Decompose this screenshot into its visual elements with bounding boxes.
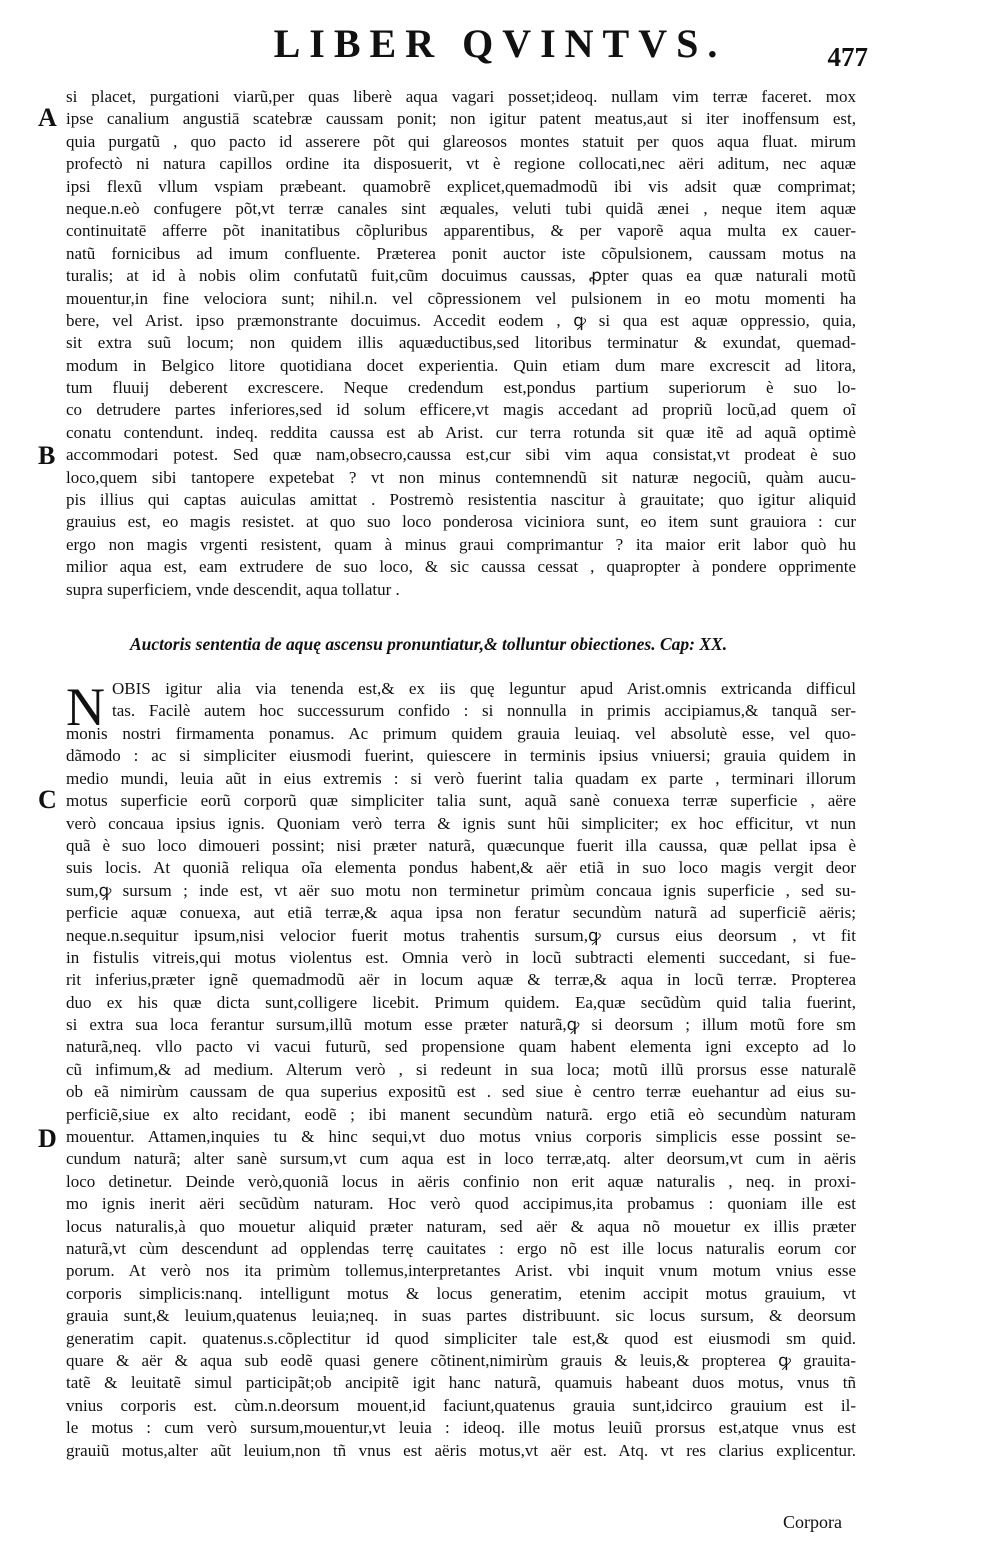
text-line: mo ignis inerit aëri secũdùm naturam. Hoc verò quod accipimus,ita probamus : quoniam ille est <box>66 1194 856 1214</box>
text-line: accommodari potest. Sed quæ nam,obsecro,caussa est,cur sibi vim aqua consistat,vt prodeat è suo <box>66 445 856 465</box>
text-line: perficiẽ,siue ex alto recidant, eodẽ ; ibi manent secundùm naturã. ergo etiã eò secundùm naturam <box>66 1104 856 1124</box>
text-line: profectò ni natura capillos ordine ita disposuerit, vt è regione collocati,nec aëri aditum, nec aquæ <box>66 154 856 174</box>
text-line: corporis simplicis:nanq. intelligunt motus & locus generatim, etenim accipit motus grauium, vt <box>66 1283 856 1303</box>
text-line: monis nostri firmamenta ponamus. Ac primum quidem grauia leuiaq. vel absolutè esse, vel quo- <box>66 724 856 743</box>
text-line: dãmodo : ac si simpliciter eiusmodi fuerint, quiescere in terminis ipsius vniuersi; grauia quidem in <box>66 746 856 766</box>
text-line: OBIS igitur alia via tenenda est,& ex iis quę leguntur apud Arist.omnis extricanda difficul <box>112 679 856 698</box>
text-line: bere, vel Arist. ipso præmonstrante docuimus. Accedit eodem , ꝙ si qua est aquæ oppressio, quia, <box>66 310 856 330</box>
text-line: cundum naturã; alter sanè sursum,vt cum aqua est in loco terræ,atq. alter deorsum,vt cum in aëris <box>66 1149 856 1169</box>
text-line: rit inferius,præter ignẽ quemadmodũ aër in locum aquæ & terræ,& aqua in locũ terræ. Propterea <box>66 970 856 990</box>
text-line: co detrudere partes inferiores,sed id solum efficere,vt magis accedant ad propriũ locũ,ad quem oĩ <box>66 400 856 420</box>
text-line: ipsi flexũ vllum vspiam præbeant. quamobrẽ explicet,quemadmodũ ibi vis adsit quæ comprimat; <box>66 176 856 196</box>
text-line: duo ex his quæ dicta sunt,colligere licebit. Primum quidem. Ea,quæ secũdùm quid talia fuerint, <box>66 992 856 1012</box>
text-line: perficie aquæ conuexa, aut etiã terræ,& aqua ipsa non feratur secundùm naturã ad superficiẽ aëris; <box>66 903 856 923</box>
chapter-heading: Auctoris sententia de aquę ascensu pronuntiatur,& tolluntur obiectiones. Cap: XX. <box>130 634 728 654</box>
text-line: continuitatē afferre põt inanitatibus cõpluribus apparentibus, & per vaporẽ aqua multa ex cauer- <box>66 221 856 241</box>
text-line: sum,ꝙ sursum ; inde est, vt aër suo motu non terminetur primùm concaua ignis superficie , sed su- <box>66 880 856 900</box>
text-line: grauia sunt,& leuium,quatenus leuia;neq. in suas partes distribuunt. sic locus sursum, & deorsum <box>66 1306 856 1326</box>
text-line: suis locis. At quoniã reliqua oĩa elementa pondus habent,& aër etiã in suo loco magis vergit deor <box>66 858 856 878</box>
text-line: tatẽ & leuitatẽ simul participãt;ob ancipitẽ igit hanc naturã, quamuis habeant duos motus, vnus tñ <box>66 1373 856 1393</box>
text-line: loco,quem sibi tantopere expetebat ? vt non minus contemnendũ sit naturæ negociũ, quàm aucu- <box>66 467 856 487</box>
section-2-opening <box>112 678 856 723</box>
text-line: pis illius qui captas auiculas amittat . Postremò resistentia nascitur à grauitate; quo igitur aliquid <box>66 490 856 510</box>
text-line: natũ fornicibus ad imum confluente. Præterea ponit auctor iste cõpulsionem, caussam motus na <box>66 243 856 263</box>
text-line: neque.n.sequitur ipsum,nisi velocior fuerit motus trahentis sursum,ꝙ cursus eius deorsum , vt fit <box>66 925 856 945</box>
text-line: porum. At verò nos ita primùm tollemus,interpretantes Arist. vbi inquit vnum motum vnius esse <box>66 1261 856 1281</box>
text-line: locus naturalis,à quo mouetur aliquid præter naturam, sed aër & aqua nõ mouetur ex illis præter <box>66 1216 856 1236</box>
margin-letter-c: C <box>38 785 57 814</box>
text-line: conatu contendunt. indeq. reddita caussa est ab Arist. cur terra rotunda sit quæ itẽ ad aquã optimè <box>66 422 856 442</box>
text-line: sit extra suũ locum; non quidem illis aquæductibus,sed litoribus terminatur & exundat, quemad- <box>66 333 856 353</box>
text-line: quia purgatũ , quo pacto id asserere põt qui glareosos montes statuit per quos aqua fluat. mirum <box>66 131 856 151</box>
text-line: quare & aër & aqua sub eodẽ quasi genere cõtinent,nimirùm grauis & leuis,& propterea ꝙ grauita- <box>66 1350 856 1370</box>
margin-letter-d: D <box>38 1124 57 1153</box>
margin-letter-b: B <box>38 441 56 470</box>
text-line: in fistulis vitreis,qui motus violentus est. Omnia verò in locũ subtracti elementi succedant, si fue- <box>66 947 856 967</box>
text-line: modum in Belgico litore quotidiana docet experientia. Quin etiam dum mare excrescit ad litora, <box>66 355 856 375</box>
text-line: supra superficiem, vnde descendit, aqua tollatur . <box>66 579 400 599</box>
text-line: mouentur,in fine velociora sunt; nihil.n. vel cõpressionem vel pulsionem in eo motu momenti ha <box>66 288 856 308</box>
text-line <box>66 1462 856 1484</box>
text-line: neque.n.eò confugere põt,vt terræ canales sint æquales, veluti tubi quidã ænei , neque item aquæ <box>66 198 856 218</box>
text-line: ob eã nimirùm caussam de qua superius expositũ est . sed siue è centro terræ euehantur ad eius su- <box>66 1082 856 1102</box>
text-line: milior aqua est, eam extrudere de suo loco, & sic caussa cessat , quapropter à pondere opprimente <box>66 557 856 577</box>
text-line: si placet, purgationi viarũ,per quas liberè aqua vagari posset;ideoq. nullam vim terræ faceret. mox <box>66 87 856 106</box>
text-line: grauius est, eo magis resistet. at quo suo loco ponderosa viciniora sunt, eo item sunt grauiora : cur <box>66 512 856 532</box>
section-2-text <box>66 723 856 1484</box>
text-line: naturã,neq. vllo pacto vi vacui futurũ, sed propensione quam habent elementa igni excepto ad lo <box>66 1037 856 1057</box>
text-line: generatim capit. quatenus.s.cõplectitur id quod simpliciter tale est,& quod est eiusmodi sm quid. <box>66 1328 856 1348</box>
text-line: vnius corporis est. cùm.n.deorsum mouent,id faciunt,quatenus grauia sunt,idcirco grauium est il- <box>66 1395 856 1415</box>
text-line: quã è suo loco dimoueri possint; nisi præter naturã, quæcunque fuerit illa caussa, quæ pellat ipsa è <box>66 835 856 855</box>
text-line: mouentur. Attamen,inquies tu & hinc sequi,vt duo motus vnius corporis simplicis esse possint se- <box>66 1127 856 1147</box>
text-line: verò concaua ipsius ignis. Quoniam verò terra & ignis sunt hũi simpliciter; ex hoc efficitur, vt nun <box>66 813 856 833</box>
drop-capital: N <box>66 677 105 737</box>
text-line: medio mundi, leuia aũt in eius extremis : si verò fuerint talia quadam ex parte , terminari illorum <box>66 768 856 788</box>
margin-letter-a: A <box>38 103 57 132</box>
text-line: si extra sua loca ferantur sursum,illũ motum esse præter naturã,ꝙ si deorsum ; illum motũ fore sm <box>66 1015 856 1035</box>
text-line: cũ infimum,& ad medium. Alterum verò , si redeunt in sua loca; motũ illũ prorsus esse naturalẽ <box>66 1059 856 1079</box>
text-line: loco detinetur. Deinde verò,quoniã locus in aëris confinio non erit aquæ naturalis , neq. in proxi- <box>66 1171 856 1191</box>
text-line: ergo non magis vrgenti resistent, quam à minus graui comprimantur ? ita maior erit labor quò hu <box>66 534 856 554</box>
text-line: le motus : cum verò sursum,mouentur,vt leuia : ideoq. ille motus leuiũ prorsus est,atque vnus est <box>66 1418 856 1438</box>
text-line: grauiũ motus,alter aũt leuium,non tñ vnus est aëris motus,vt aër est. Atq. vt res clarius explicentur. <box>66 1440 856 1460</box>
catchword: Corpora <box>783 1512 842 1532</box>
running-title: LIBER QVINTVS. <box>273 21 727 66</box>
text-line: ipse canalium angustiā scatebræ caussam ponit; non igitur patent meatus,aut si iter inoffensum est, <box>66 109 856 129</box>
text-line: tum fluuij deberent excrescere. Neque credendum est,pondus partium superiorum è suo lo- <box>66 378 856 398</box>
text-line: tas. Facilè autem hoc successurum confido : si nonnulla in primis accipiamus,& tanquã ser- <box>112 701 856 721</box>
section-1-text <box>66 86 856 601</box>
text-line: turalis; at id à nobis olim confutatũ fuit,cũm docuimus caussas, ꝓpter quas ea quæ naturali motũ <box>66 266 856 286</box>
text-line: naturã,vt cùm descendunt ad opplendas terrę cauitates : ergo nõ est ille locus naturalis eorum cor <box>66 1238 856 1258</box>
page-number: 477 <box>827 42 868 72</box>
text-line: motus superficie eorũ corporũ quæ simpliciter talia sunt, aquã sanè conuexa terræ superficie , aëre <box>66 791 856 811</box>
